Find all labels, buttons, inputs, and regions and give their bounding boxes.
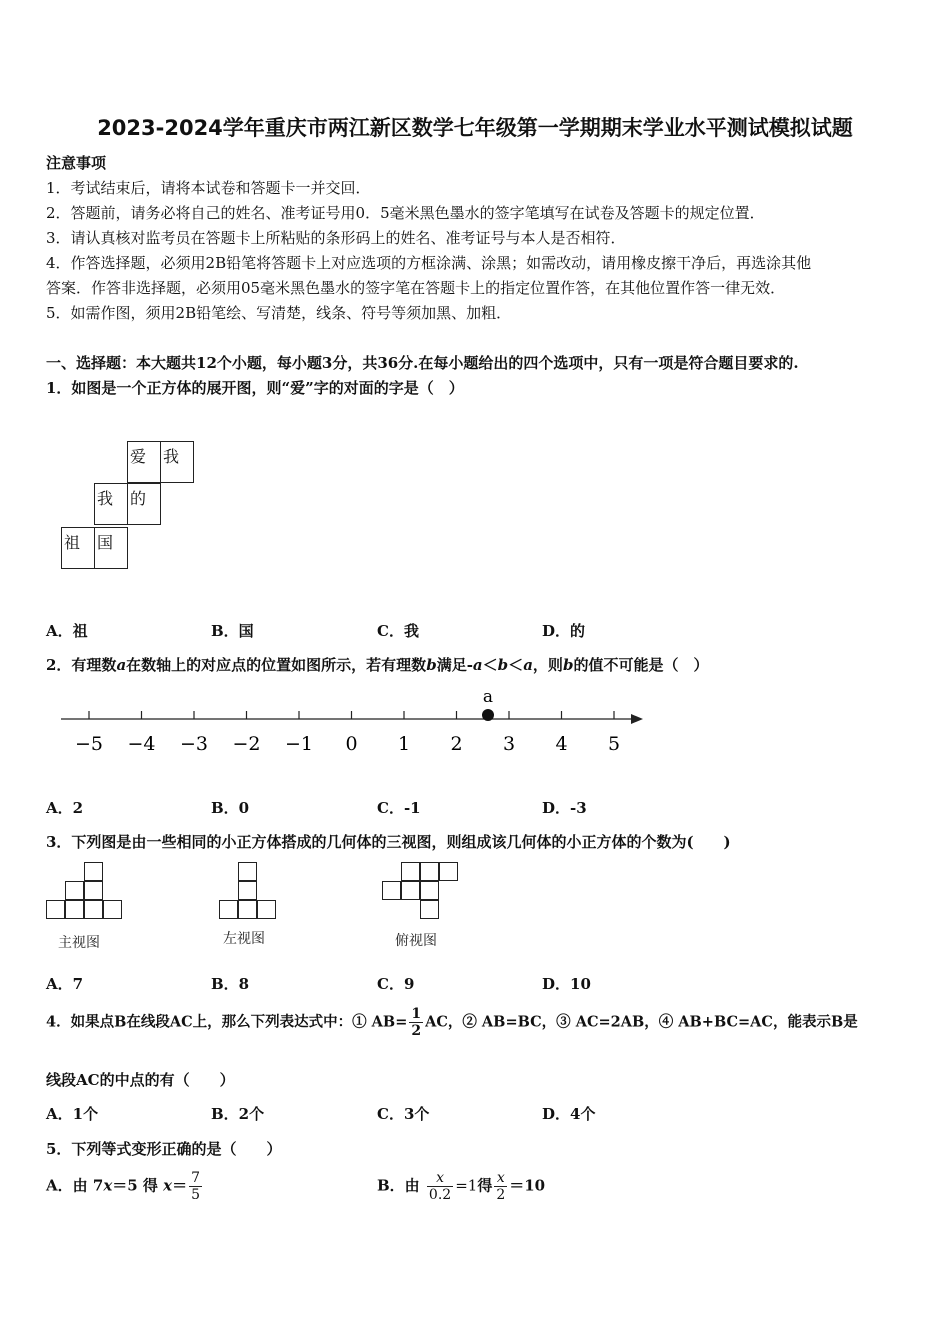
number-line-tick-label: 4 bbox=[555, 733, 568, 755]
net-cell-wo-2: 我 bbox=[94, 483, 128, 525]
top-square bbox=[420, 881, 439, 900]
q3-option-d: D．10 bbox=[542, 975, 591, 993]
notice-heading: 注意事项 bbox=[46, 154, 107, 172]
number-line-tick-label: 0 bbox=[345, 733, 358, 755]
q3-option-a: A．7 bbox=[46, 975, 84, 993]
number-line-tick-label: 1 bbox=[397, 733, 411, 755]
top-square bbox=[420, 900, 439, 919]
left-square bbox=[238, 881, 257, 900]
question-5-stem: 5．下列等式变形正确的是（ ） bbox=[46, 1140, 282, 1158]
net-cell-wo-1: 我 bbox=[160, 441, 194, 483]
number-line-tick-label: −5 bbox=[74, 733, 104, 755]
number-line-tick-label: 3 bbox=[502, 733, 516, 755]
q4-option-d: D．4个 bbox=[542, 1105, 596, 1123]
q5-option-b: B．由 $\frac{x}{0.2}$ =1得 $\frac{x}{2}$ ＝10 bbox=[377, 1170, 546, 1203]
front-square bbox=[46, 900, 65, 919]
notice-item: 2．答题前，请务必将自己的姓名、准考证号用0．5毫米黑色墨水的签字笔填写在试卷及答题卡的规定位置． bbox=[46, 204, 765, 222]
point-a-label: a bbox=[482, 687, 494, 707]
net-cell-guo: 国 bbox=[94, 527, 128, 569]
notice-item: 3．请认真核对监考员在答题卡上所粘贴的条形码上的姓名、准考证号与本人是否相符． bbox=[46, 229, 626, 247]
top-square bbox=[401, 862, 420, 881]
page-title: 2023-2024学年重庆市两江新区数学七年级第一学期期末学业水平测试模拟试题 bbox=[97, 116, 853, 140]
q4-option-b: B．2个 bbox=[211, 1105, 265, 1123]
notice-item: 5．如需作图，须用2B铅笔绘、写清楚，线条、符号等须加黑、加粗． bbox=[46, 304, 512, 322]
q2-option-b: B．0 bbox=[211, 799, 250, 817]
notice-item: 答案．作答非选择题，必须用05毫米黑色墨水的签字笔在答题卡上的指定位置作答，在其他位置作答一律无效． bbox=[46, 279, 786, 297]
fraction-x-2: $\frac{x}{2}$ bbox=[496, 1170, 506, 1203]
question-4-stem-line2: 线段AC的中点的有（ ） bbox=[46, 1071, 235, 1089]
number-line-tick-label: −2 bbox=[232, 733, 261, 755]
q5-option-a: A．由 7x＝5 得 x＝ $\frac{7}{5}$ bbox=[46, 1170, 201, 1203]
q2-option-d: D．-3 bbox=[542, 799, 587, 817]
net-cell-ai: 爱 bbox=[127, 441, 161, 483]
top-square bbox=[382, 881, 401, 900]
front-square bbox=[65, 900, 84, 919]
front-square bbox=[84, 881, 103, 900]
notice-item: 4．作答选择题，必须用2B铅笔将答题卡上对应选项的方框涂满、涂黑；如需改动，请用橡皮擦干净后，再选涂其他 bbox=[46, 254, 812, 272]
q4-option-a: A．1个 bbox=[46, 1105, 99, 1123]
q1-option-a: A．祖 bbox=[46, 622, 88, 640]
fraction-one-half: $\frac{1}{2}$ bbox=[411, 1006, 422, 1039]
number-line bbox=[55, 680, 655, 760]
q3-option-c: C．9 bbox=[377, 975, 415, 993]
question-2-stem: 2．有理数a在数轴上的对应点的位置如图所示，若有理数b满足-a＜b＜a，则b的值不可能是（ ） bbox=[46, 656, 709, 674]
q3-option-b: B．8 bbox=[211, 975, 250, 993]
top-square bbox=[420, 862, 439, 881]
number-line-arrow bbox=[631, 714, 643, 724]
question-1-stem: 1．如图是一个正方体的展开图，则“爱”字的对面的字是（ ） bbox=[46, 379, 464, 397]
section-heading: 一、选择题：本大题共12个小题，每小题3分，共36分.在每小题给出的四个选项中，只有一项是符合题目要求的. bbox=[46, 354, 799, 372]
net-cell-de: 的 bbox=[127, 483, 161, 525]
q2-option-a: A．2 bbox=[46, 799, 84, 817]
left-view-caption: 左视图 bbox=[223, 931, 265, 947]
front-square bbox=[84, 862, 103, 881]
q1-option-c: C．我 bbox=[377, 622, 419, 640]
left-square bbox=[238, 862, 257, 881]
q2-option-c: C．-1 bbox=[377, 799, 421, 817]
number-line-tick-label: −3 bbox=[179, 733, 209, 755]
front-square bbox=[84, 900, 103, 919]
number-line-tick-label: 2 bbox=[450, 733, 463, 755]
q4-option-c: C．3个 bbox=[377, 1105, 430, 1123]
top-square bbox=[439, 862, 458, 881]
fraction-7-5: $\frac{7}{5}$ bbox=[191, 1170, 201, 1203]
left-square bbox=[219, 900, 238, 919]
left-square bbox=[257, 900, 276, 919]
number-line-tick-label: −4 bbox=[127, 733, 156, 755]
point-a bbox=[482, 709, 494, 721]
front-view-caption: 主视图 bbox=[58, 935, 100, 951]
net-cell-zu: 祖 bbox=[61, 527, 95, 569]
fraction-x-0-2: $\frac{x}{0.2}$ bbox=[428, 1170, 452, 1203]
notice-item: 1．考试结束后，请将本试卷和答题卡一并交回． bbox=[46, 179, 371, 197]
number-line-tick-label: 5 bbox=[607, 733, 621, 755]
left-square bbox=[238, 900, 257, 919]
top-view-caption: 俯视图 bbox=[395, 933, 437, 949]
q1-option-d: D．的 bbox=[542, 622, 586, 640]
front-square bbox=[65, 881, 84, 900]
front-square bbox=[103, 900, 122, 919]
question-4-stem: 4．如果点B在线段AC上，那么下列表达式中：① AB= $\frac{1}{2}$ AC，② AB=BC，③ AC=2AB，④ AB+BC=AC，能表示B是 bbox=[46, 1006, 858, 1039]
number-line-tick-label: −1 bbox=[284, 733, 314, 755]
q1-option-b: B．国 bbox=[211, 622, 254, 640]
question-3-stem: 3．下列图是由一些相同的小正方体搭成的几何体的三视图，则组成该几何体的小正方体的个数为( ) bbox=[46, 833, 731, 851]
top-square bbox=[401, 881, 420, 900]
